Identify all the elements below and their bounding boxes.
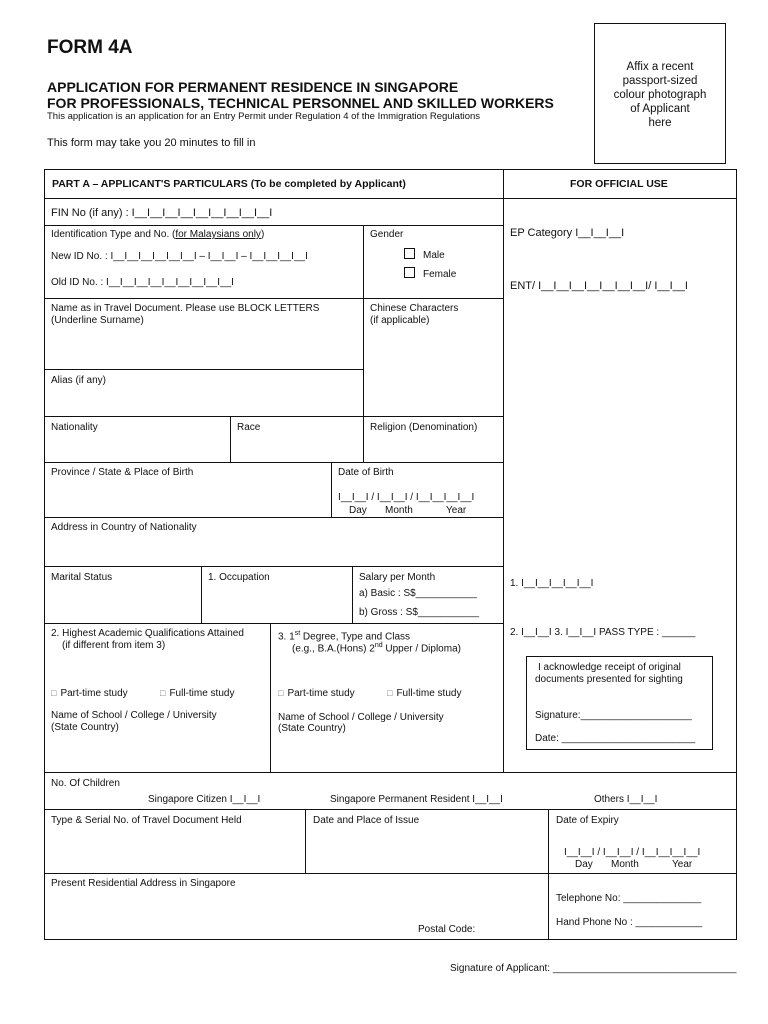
salary-label: Salary per Month (359, 572, 436, 583)
expiry-label: Date of Expiry (556, 815, 619, 826)
children-label: No. Of Children (51, 778, 120, 789)
dob-day: Day (349, 505, 367, 516)
name-label: Name as in Travel Document. Please use BLOCK LETTERS (51, 303, 320, 314)
ack-signature-field[interactable]: Signature:____________________ (535, 710, 692, 721)
expiry-day: Day (575, 859, 593, 870)
chinese-label-note: (if applicable) (370, 315, 430, 326)
issue-label: Date and Place of Issue (313, 815, 420, 826)
name-label-note: (Underline Surname) (51, 315, 144, 326)
qual-full-time-option[interactable]: □ Full-time study (160, 688, 235, 699)
degree-label: 3. 1st Degree, Type and Class (278, 630, 411, 643)
expiry-year: Year (672, 859, 693, 870)
alias-label: Alias (if any) (51, 375, 107, 386)
ent-field[interactable]: ENT/ I__I__I__I__I__I__I__I/ I__I__I (510, 280, 688, 292)
qual-part-time-option[interactable]: □ Part-time study (51, 688, 128, 699)
travel-doc-label: Type & Serial No. of Travel Document Held (51, 815, 242, 826)
applicant-signature-field[interactable]: Signature of Applicant: _________________________________ (450, 963, 737, 974)
form-title-line2: FOR PROFESSIONALS, TECHNICAL PERSONNEL AND SKILLED WORKERS (47, 95, 554, 111)
part-a-title: PART A – APPLICANT'S PARTICULARS (To be completed by Applicant) (52, 178, 406, 190)
occupation-label: 1. Occupation (208, 572, 270, 583)
ack-text-1: I acknowledge receipt of original (538, 662, 681, 673)
form-subtitle: This application is an application for an Entry Permit under Regulation 4 of the Immigration Regulations (47, 111, 481, 122)
children-pr-field[interactable]: Singapore Permanent Resident I__I__I (330, 794, 503, 805)
children-citizen-field[interactable]: Singapore Citizen I__I__I (148, 794, 261, 805)
address-nationality-label: Address in Country of Nationality (51, 522, 197, 533)
checkbox-icon[interactable]: □ (51, 688, 57, 698)
handphone-field[interactable]: Hand Phone No : ____________ (556, 917, 703, 928)
degree-example: (e.g., B.A.(Hons) 2nd Upper / Diploma) (292, 642, 461, 655)
female-checkbox[interactable] (404, 267, 415, 278)
ack-date-field[interactable]: Date: ________________________ (535, 733, 696, 744)
nationality-label: Nationality (51, 422, 98, 433)
photo-text-line: here (648, 117, 672, 129)
official-use-title: FOR OFFICIAL USE (570, 178, 668, 190)
religion-label: Religion (Denomination) (370, 422, 478, 433)
photo-text-line: of Applicant (630, 103, 690, 115)
race-label: Race (237, 422, 261, 433)
ack-text-2: documents presented for sighting (535, 674, 683, 685)
photo-box (594, 23, 726, 164)
ep-category-field[interactable]: EP Category I__I__I__I (510, 227, 625, 239)
photo-text-line: passport-sized (622, 75, 698, 87)
expiry-field[interactable]: I__I__I / I__I__I / I__I__I__I__I (564, 847, 701, 858)
id-type-label: Identification Type and No. (for Malaysians only) (51, 229, 265, 240)
dob-field[interactable]: I__I__I / I__I__I / I__I__I__I__I (338, 492, 475, 503)
dob-label: Date of Birth (338, 467, 394, 478)
degree-school-label: Name of School / College / University (278, 712, 444, 723)
birthplace-label: Province / State & Place of Birth (51, 467, 194, 478)
old-id-field[interactable]: Old ID No. : I__I__I__I__I__I__I__I__I__I (51, 277, 234, 288)
marital-label: Marital Status (51, 572, 113, 583)
degree-full-time-option[interactable]: □ Full-time study (387, 688, 462, 699)
form-title-line1: APPLICATION FOR PERMANENT RESIDENCE IN SINGAPORE (47, 79, 459, 95)
time-note: This form may take you 20 minutes to fill in (47, 137, 256, 149)
form-number: FORM 4A (47, 37, 133, 58)
qualification-note: (if different from item 3) (62, 640, 166, 651)
telephone-field[interactable]: Telephone No: ______________ (556, 893, 702, 904)
official-field-2[interactable]: 2. I__I__I 3. I__I__I PASS TYPE : ______ (510, 627, 696, 638)
checkbox-icon[interactable]: □ (387, 688, 393, 698)
male-checkbox[interactable] (404, 248, 415, 259)
dob-month: Month (385, 505, 413, 516)
checkbox-icon[interactable]: □ (160, 688, 166, 698)
present-address-label: Present Residential Address in Singapore (51, 878, 236, 889)
degree-school-country: (State Country) (278, 723, 346, 734)
salary-basic-field[interactable]: a) Basic : S$___________ (359, 588, 477, 599)
salary-gross-field[interactable]: b) Gross : S$___________ (359, 607, 480, 618)
postal-code-label: Postal Code: (418, 924, 476, 935)
new-id-field[interactable]: New ID No. : I__I__I__I__I__I__I – I__I__I – I__I__I__I__I (51, 251, 308, 262)
degree-part-time-option[interactable]: □ Part-time study (278, 688, 355, 699)
qualification-label: 2. Highest Academic Qualifications Attained (51, 628, 244, 639)
qual-school-label: Name of School / College / University (51, 710, 217, 721)
dob-year: Year (446, 505, 467, 516)
photo-text-line: colour photograph (613, 89, 707, 101)
gender-female[interactable]: Female (404, 267, 456, 281)
qual-school-country: (State Country) (51, 722, 119, 733)
gender-label: Gender (370, 229, 404, 240)
checkbox-icon[interactable]: □ (278, 688, 284, 698)
children-others-field[interactable]: Others I__I__I (594, 794, 658, 805)
official-field-1[interactable]: 1. I__I__I__I__I__I (510, 578, 594, 589)
chinese-label: Chinese Characters (370, 303, 459, 314)
expiry-month: Month (611, 859, 639, 870)
photo-text-line: Affix a recent (626, 61, 694, 73)
gender-male[interactable]: Male (404, 248, 445, 262)
fin-field[interactable]: FIN No (if any) : I__I__I__I__I__I__I__I__I__I (51, 207, 273, 219)
